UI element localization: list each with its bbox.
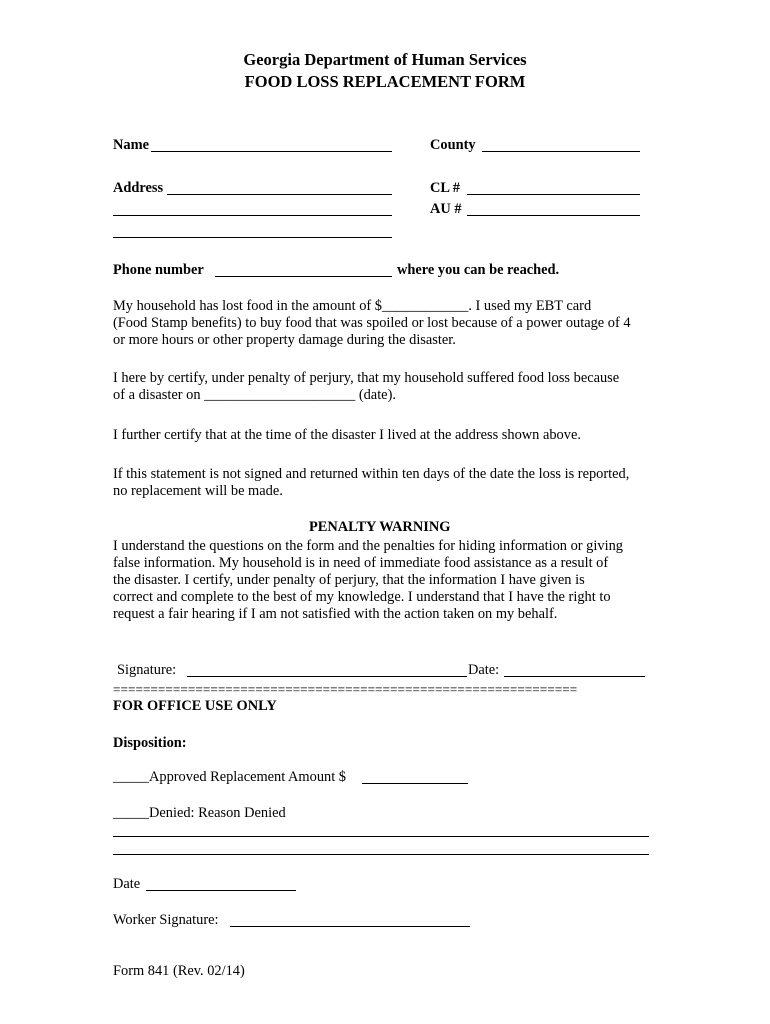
return-notice — [113, 466, 673, 500]
denied-label: _____Denied: Reason Denied — [113, 805, 286, 821]
county-field[interactable] — [482, 151, 640, 152]
worker-signature-field[interactable] — [230, 926, 470, 927]
county-label: County — [430, 137, 476, 153]
cl-label: CL # — [430, 180, 460, 196]
return-line-1: If this statement is not signed and returned within ten days of the date the loss is reported, — [113, 466, 630, 482]
office-date-label: Date — [113, 876, 141, 892]
address-field-1[interactable] — [167, 194, 392, 195]
denied-reason-line-1[interactable] — [113, 836, 649, 837]
penalty-heading: PENALTY WARNING — [309, 519, 451, 535]
certify-line-1: I here by certify, under penalty of perjury, that my household suffered food loss because — [113, 370, 620, 386]
office-date-field[interactable] — [146, 890, 296, 891]
separator: ============================================================== — [113, 682, 578, 697]
penalty-line-4: correct and complete to the best of my knowledge. I understand that I have the right to — [113, 589, 611, 605]
penalty-line-2: false information. My household is in need of immediate food assistance as a result of — [113, 555, 609, 571]
form-number: Form 841 (Rev. 02/14) — [113, 963, 245, 979]
address-field-3[interactable] — [113, 237, 392, 238]
signature-date-field[interactable] — [504, 676, 645, 677]
certify-statement — [113, 370, 673, 404]
name-label: Name — [113, 137, 149, 153]
worker-signature-label: Worker Signature: — [113, 912, 219, 928]
loss-line-1: My household has lost food in the amount of $____________. I used my EBT card — [113, 298, 592, 314]
penalty-line-1: I understand the questions on the form and the penalties for hiding information or giving — [113, 538, 623, 554]
penalty-line-5: request a fair hearing if I am not satisfied with the action taken on my behalf. — [113, 606, 558, 622]
address-field-2[interactable] — [113, 215, 392, 216]
penalty-line-3: the disaster. I certify, under penalty of perjury, that the information I have given is — [113, 572, 585, 588]
loss-line-2: (Food Stamp benefits) to buy food that was spoiled or lost because of a power outage of 4 — [113, 315, 631, 331]
signature-date-label: Date: — [468, 662, 500, 678]
agency-title: Georgia Department of Human Services — [243, 50, 527, 69]
au-label: AU # — [430, 201, 462, 217]
phone-suffix: where you can be reached. — [397, 262, 560, 278]
approved-label: _____Approved Replacement Amount $ — [113, 769, 347, 785]
au-field[interactable] — [467, 215, 640, 216]
address-certify-statement — [113, 427, 673, 444]
disposition-label: Disposition: — [113, 735, 187, 751]
penalty-text — [113, 538, 673, 623]
office-use-heading: FOR OFFICE USE ONLY — [113, 698, 277, 714]
address-label: Address — [113, 180, 164, 196]
address-certify-line: I further certify that at the time of the disaster I lived at the address shown above. — [113, 427, 581, 443]
certify-line-2: of a disaster on _____________________ (date). — [113, 387, 396, 403]
cl-field[interactable] — [467, 194, 640, 195]
loss-statement — [113, 298, 673, 349]
phone-label: Phone number — [113, 262, 204, 278]
approved-amount-field[interactable] — [362, 783, 468, 784]
loss-line-3: or more hours or other property damage during the disaster. — [113, 332, 456, 348]
signature-field[interactable] — [187, 676, 467, 677]
phone-field[interactable] — [215, 276, 392, 277]
signature-label: Signature: — [117, 662, 177, 678]
form-title: FOOD LOSS REPLACEMENT FORM — [244, 72, 526, 91]
return-line-2: no replacement will be made. — [113, 483, 283, 499]
denied-reason-line-2[interactable] — [113, 854, 649, 855]
name-field[interactable] — [151, 151, 392, 152]
